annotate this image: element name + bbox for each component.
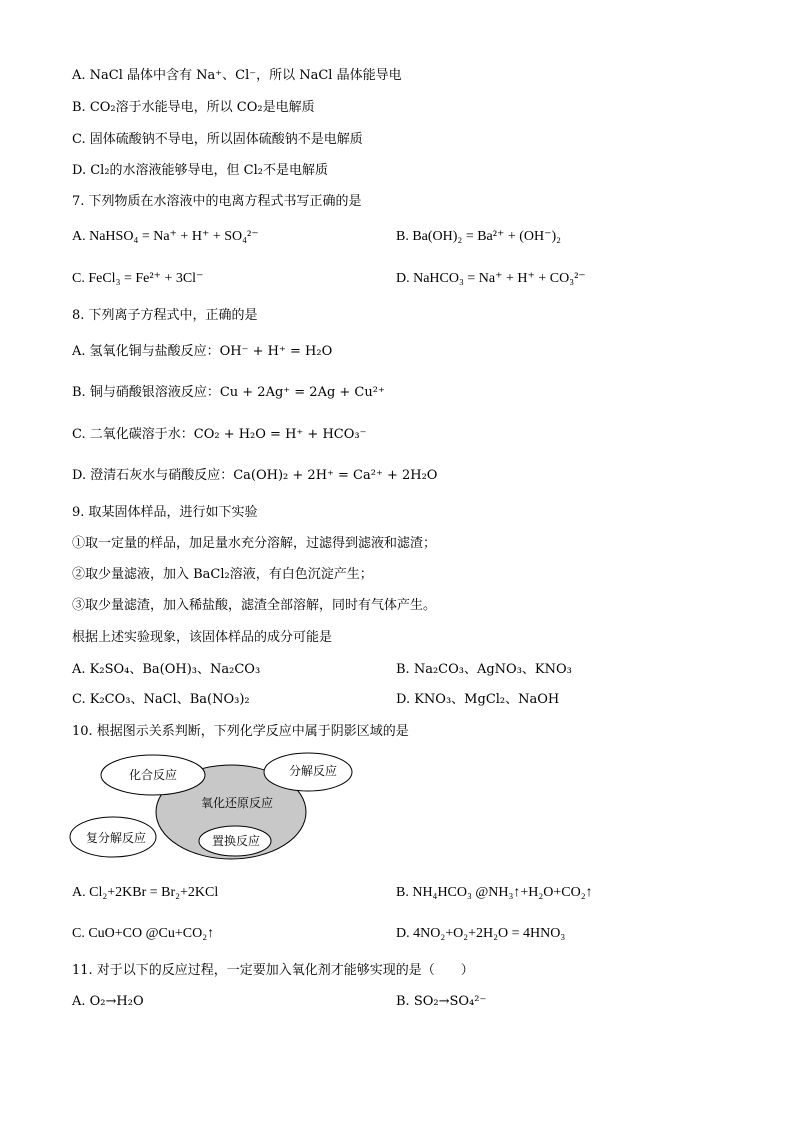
q9-step-2: ②取少量滤液，加入 BaCl₂溶液，有白色沉淀产生；: [72, 567, 373, 582]
reaction-venn-diagram: [68, 750, 368, 865]
q7-option-c: C. FeCl₃ = Fe²⁺ + 3Cl⁻: [72, 271, 204, 286]
q9-option-b: B. Na₂CO₃、AgNO₃、KNO₃: [396, 662, 572, 677]
q7-option-d: D. NaHCO₃ = Na⁺ + H⁺ + CO₃²⁻: [396, 271, 586, 286]
q10-option-d: D. 4NO₂+O₂+2H₂O = 4HNO₃: [396, 926, 566, 941]
q10-option-b: B. NH₄HCO₃ @NH₃↑+H₂O+CO₂↑: [396, 885, 593, 900]
q9-stem: 9. 取某固体样品，进行如下实验: [72, 505, 258, 520]
q8-option-a: A. 氢氧化铜与盐酸反应：OH⁻ + H⁺ = H₂O: [72, 344, 333, 359]
q9-step-1: ①取一定量的样品，加足量水充分溶解，过滤得到滤液和滤渣；: [72, 536, 437, 551]
displacement-label: 置换反应: [211, 834, 261, 848]
combination-label: 化合反应: [128, 768, 178, 782]
q9-option-a: A. K₂SO₄、Ba(OH)₃、Na₂CO₃: [72, 662, 261, 677]
q9-option-c: C. K₂CO₃、NaCl、Ba(NO₃)₂: [72, 692, 250, 707]
q10-option-a: A. Cl₂+2KBr = Br₂+2KCl: [72, 885, 219, 900]
redox-label: 氧化还原反应: [200, 796, 274, 810]
q8-option-b: B. 铜与硝酸银溶液反应：Cu + 2Ag⁺ = 2Ag + Cu²⁺: [72, 385, 385, 400]
q11-option-a: A. O₂→H₂O: [72, 994, 144, 1009]
q9-option-d: D. KNO₃、MgCl₂、NaOH: [396, 692, 560, 707]
q9-step-3: ③取少量滤渣，加入稀盐酸，滤渣全部溶解，同时有气体产生。: [72, 598, 437, 613]
double-decomposition-label: 复分解反应: [85, 831, 147, 845]
q10-option-c: C. CuO+CO @Cu+CO₂↑: [72, 926, 215, 941]
q6-option-b: B. CO₂溶于水能导电，所以 CO₂是电解质: [72, 100, 315, 115]
q8-option-d: D. 澄清石灰水与硝酸反应：Ca(OH)₂ + 2H⁺ = Ca²⁺ + 2H₂O: [72, 468, 438, 483]
q11-option-b: B. SO₂→SO₄²⁻: [396, 994, 487, 1009]
q7-stem: 7. 下列物质在水溶液中的电离方程式书写正确的是: [72, 194, 362, 209]
decomposition-label: 分解反应: [288, 764, 338, 778]
q11-stem: 11. 对于以下的反应过程，一定要加入氧化剂才能够实现的是（ ）: [72, 963, 474, 978]
q7-option-a: A. NaHSO₄ = Na⁺ + H⁺ + SO₄²⁻: [72, 229, 259, 244]
q6-option-d: D. Cl₂的水溶液能够导电，但 Cl₂不是电解质: [72, 163, 328, 178]
q6-option-a: A. NaCl 晶体中含有 Na⁺、Cl⁻，所以 NaCl 晶体能导电: [72, 68, 402, 83]
q8-option-c: C. 二氧化碳溶于水：CO₂ + H₂O = H⁺ + HCO₃⁻: [72, 427, 367, 442]
q7-option-b: B. Ba(OH)₂ = Ba²⁺ + (OH⁻)₂: [396, 229, 562, 244]
q6-option-c: C. 固体硫酸钠不导电，所以固体硫酸钠不是电解质: [72, 132, 363, 147]
q10-stem: 10. 根据图示关系判断，下列化学反应中属于阴影区域的是: [72, 724, 409, 739]
q9-question: 根据上述实验现象，该固体样品的成分可能是: [72, 630, 333, 645]
q8-stem: 8. 下列离子方程式中，正确的是: [72, 308, 258, 323]
